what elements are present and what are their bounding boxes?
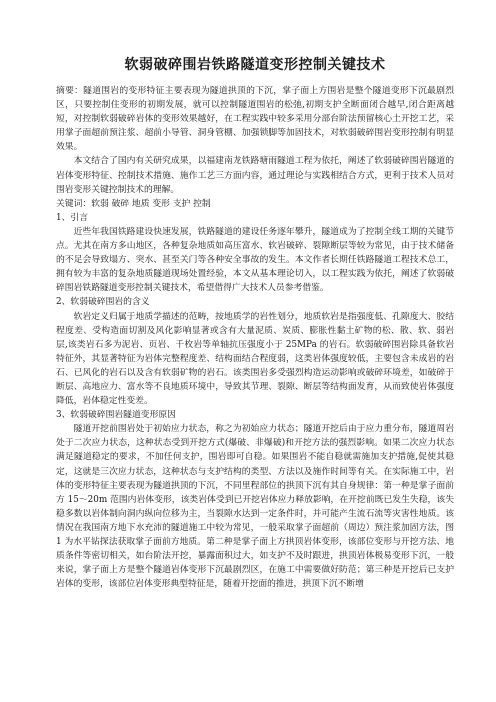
keywords-line: 关键词：软弱 破碎 地质 变形 支护 控制 xyxy=(56,198,211,209)
document-title: 软弱破碎围岩铁路隧道变形控制关键技术 xyxy=(124,57,386,73)
section-paragraph-definition: 软岩定义归属于地质学描述的范畴，按地质学的岩性划分，地质软岩是指强度低、孔隙度大、胶结程度差、受构造面切割及风化影响显著或含有大量泥质、炭质、膨胀性黏土矿物的松、散、软、弱岩层,该类岩石多为泥岩、页岩、千枚岩等单轴抗压强度小于 25MPa 的岩石。软弱破碎围岩除具备软岩特征外，其显著特征为岩体完整程度差、结构面结合程度弱，这类岩体强度较低，主要包含未成岩的岩石、已风化的岩石以及含有软弱矿物的岩石。该类围岩多受强烈构造运动影响或破碎环境差，如破碎于断层、高地应力、富水等不良地质环境中，导致其节理、裂隙、断层等结构面发育，从而致使岩体强度降低，岩体稳定性变差。 xyxy=(56,311,454,407)
section-heading-introduction: 1、引言 xyxy=(56,212,88,223)
section-heading-definition: 2、软弱破碎围岩的含义 xyxy=(56,297,150,308)
abstract-paragraph: 摘要：隧道围岩的变形特征主要表现为隧道拱顶的下沉，掌子面上方围岩是整个隧道变形下沉最剧烈区，只要控制住变形的初期发展，就可以控制隧道围岩的松弛,初期支护全断面闭合越早,闭合距离越短，对控制软弱破碎岩体的变形效果越好，在工程实践中较多采用分部台阶法预留核心土开挖工艺，采用掌子面超前预注浆、超前小导管、洞身管棚、加强锁脚等加固技术，对软弱破碎围岩变形控制有明显效果。 xyxy=(56,86,454,153)
intro-paragraph: 本文结合了国内有关研究成果，以福建南龙铁路塘雨隧道工程为依托，阐述了软弱破碎围岩隧道的岩体变形特征、控制技术措施、施作工艺三方面内容，通过理论与实践相结合方式，更利于技术人员对围岩变形关键控制技术的理解。 xyxy=(56,156,454,195)
section-heading-causes: 3、软弱破碎围岩隧道变形原因 xyxy=(56,410,176,421)
section-paragraph-introduction: 近些年我国铁路建设快速发展，铁路隧道的建设任务逐年攀升，隧道成为了控制全线工期的关键节点。尤其在南方多山地区，各种复杂地质如高压富水、软岩破碎、裂隙断层等较为常见，由于技术储备的不足会导致塌方、突水、甚至关门等各种安全事故的发生。本文作者长期任铁路隧道工程技术总工，拥有较为丰富的复杂地质隧道现场处置经验，本文从基本理论切入，以工程实践为依托，阐述了软弱破碎围岩铁路隧道变形控制关键技术，希望借得广大技术人员参考借鉴。 xyxy=(56,226,454,294)
section-paragraph-causes: 隧道开挖前围岩处于初始应力状态，称之为初始应力状态；隧道开挖后由于应力重分布，隧道周岩处于二次应力状态，这种状态受到开挖方式(爆破、非爆破)和开挖方法的强烈影响。如果二次应力状态满足隧道稳定的要求，不加任何支护，围岩即可自稳。如果围岩不能自稳就需施加支护措施,促使其稳定，这就是三次应力状态，这种状态与支护结构的类型、方法以及施作时间等有关。在实际施工中，岩体的变形特征主要表现为隧道拱顶的下沉，不同里程部位的拱顶下沉有其自身规律：第一种是掌子面前方 15～20m 范围内岩体变形，该类岩体受到已开挖岩体应力释放影响，在开挖前既已发生失稳，该失稳多数以岩体制向洞内纵向位移为主，当裂隙水达到一定条件时，并可能产生流石流等灾害性地质。该情况在我国南方地下水充沛的隧道施工中较为常见，一般采取掌子面超前（周边）预注浆加固方法，图 1 为水平钻探法获取掌子面前方地质。第二种是掌子面上方拱顶岩体变形，该部位变形与开挖方法、地质条件等密切相关，如台阶法开挖，暴露面积过大，如支护不及时跟进，拱顶岩体极易变形下沉，一般来说，掌子面上方是整个隧道岩体变形下沉最剧烈区，在施工中需要做好防范；第三种是开挖后已支护岩体的变形，该部位岩体变形典型特征是，随着开挖面的推进，拱顶下沉不断增 xyxy=(56,424,454,590)
